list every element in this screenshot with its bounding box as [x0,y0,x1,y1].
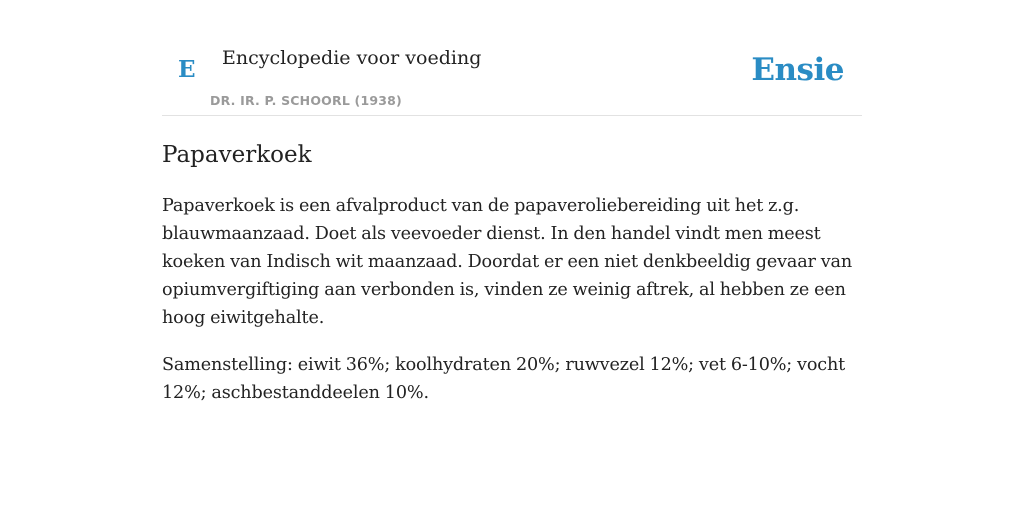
ensie-brand-link[interactable]: Ensie [751,52,844,88]
book-title-link[interactable]: Encyclopedie voor voeding [222,47,482,69]
page-container [162,0,862,403]
entry-paragraph: Samenstelling: eiwit 36%; koolhydraten 20%; ruwvezel 12%; vet 6-10%; vocht 12%; aschbestanddeelen 10%. [162,355,846,403]
entry-title: Papaverkoek [162,142,312,168]
entry-body [162,192,862,426]
book-author: DR. IR. P. SCHOORL (1938) [210,93,402,108]
book-logo-icon[interactable]: E [178,56,196,83]
entry-paragraph: Papaverkoek is een afvalproduct van de papaveroliebereiding uit het z.g. blauwmaanzaad. Doet als veevoeder dienst. In den handel vindt men meest koeken van Indisch wit maanzaad. Doordat er een niet denkbeeldig gevaar van opiumvergiftiging aan verbonden is, vinden ze weinig aftrek, al hebben ze een hoog eiwitgehalte. [162,196,853,328]
book-header [162,0,862,116]
